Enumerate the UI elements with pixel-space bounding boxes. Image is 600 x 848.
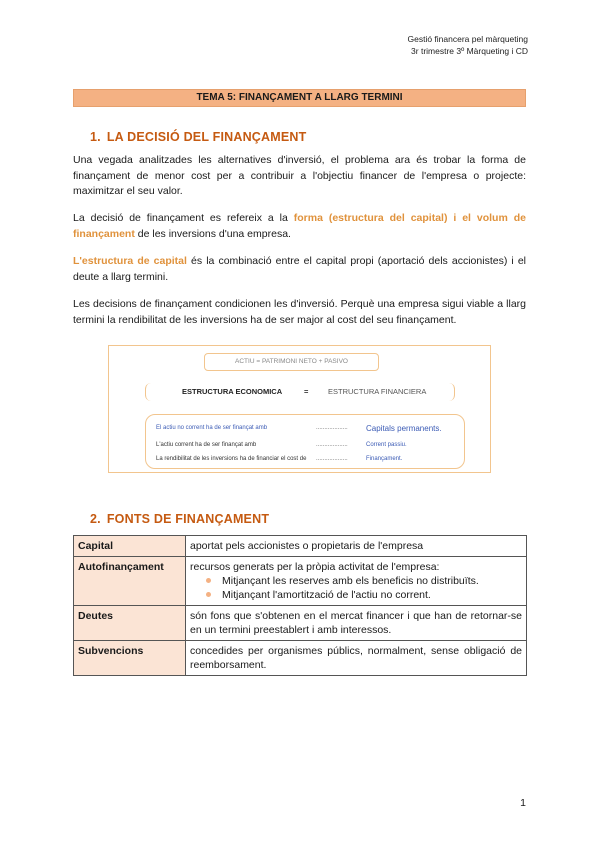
section-2-number: 2.	[90, 512, 101, 526]
diagram-equation: ACTIU = PATRIMONI NETO + PASIVO	[204, 353, 379, 371]
table-row	[74, 536, 527, 557]
bullet-icon	[206, 592, 211, 597]
page-number: 1	[520, 797, 526, 809]
diagram-rule-right: Finançament.	[366, 456, 403, 462]
diagram-structure-row	[145, 383, 455, 401]
paragraph-intro: Una vegada analitzades les alternatives d'inversió, el problema ara és trobar la forma de finançament de menor cost per a contribuir a l'objectiu financer de l'empresa o projecte: maximitzar el seu valor.	[73, 154, 526, 197]
table-row	[74, 606, 527, 641]
section-1-title: LA DECISIÓ DEL FINANÇAMENT	[106, 130, 307, 144]
diagram-rule-left: El actiu no corrent ha de ser finançat amb	[156, 425, 268, 431]
table-description: són fons que s'obtenen en el mercat financer i que han de retornar-se en un termini preestablert i amb interessos.	[186, 606, 527, 641]
diagram-rule-left: La rendibilitat de les inversions ha de financiar el cost de	[156, 456, 307, 462]
diagram-rule-row	[156, 425, 456, 431]
paragraph-decision-text-b: de les inversions d'una empresa.	[134, 227, 291, 240]
section-2-title: FONTS DE FINANÇAMENT	[106, 512, 270, 526]
table-term: Subvencions	[74, 641, 186, 676]
section-1-number: 1.	[90, 130, 101, 144]
diagram-rule-dots: ...................	[316, 456, 348, 462]
paragraph-decision	[73, 211, 526, 242]
diagram-rule-right: Capitals permanents.	[366, 424, 442, 433]
diagram-economic-structure: ESTRUCTURA ECONOMICA	[182, 387, 283, 396]
header-course: Gestió financera pel màrqueting	[407, 34, 528, 44]
bullet-list	[190, 574, 522, 602]
table-description: aportat pels accionistes o propietaris de l'empresa	[186, 536, 527, 557]
highlight-estructura: L'estructura de capital	[73, 255, 187, 267]
table-term: Capital	[74, 536, 186, 557]
table-row	[74, 641, 527, 676]
paragraph-conditions: Les decisions de finançament condicionen les d'inversió. Perquè una empresa sigui viable a llarg termini la rendibilitat de les inversions ha de ser major al cost del seu finançament.	[73, 298, 526, 326]
document-title: TEMA 5: FINANÇAMENT A LLARG TERMINI	[73, 89, 526, 107]
section-1-heading	[90, 130, 306, 144]
paragraph-capital-structure	[73, 254, 526, 285]
table-term: Deutes	[74, 606, 186, 641]
paragraph-decision-text-a: La decisió de finançament es refereix a la	[73, 212, 294, 224]
diagram-rule-left: L'actiu corrent ha de ser finançat amb	[156, 442, 257, 448]
page-header	[408, 33, 529, 57]
table-description-cell	[186, 557, 527, 606]
header-term: 3r trimestre 3º Màrqueting i CD	[411, 46, 528, 56]
paragraph-capital-structure-text: és la combinació entre el capital propi (aportació dels accionistes) i el deute a llarg termini.	[73, 255, 526, 283]
diagram-rules-box	[145, 414, 465, 469]
table-description: concedides per organismes públics, normalment, sense obligació de reemborsament.	[186, 641, 527, 676]
diagram-financial-structure: ESTRUCTURA FINANCIERA	[328, 387, 427, 396]
list-item	[212, 574, 522, 588]
list-item-text: Mitjançant les reserves amb els beneficis no distribuïts.	[222, 575, 479, 587]
financing-diagram	[108, 345, 491, 473]
highlight-forma: forma (estructura del capital) i el volum de finançament	[73, 212, 526, 240]
diagram-rule-dots: ...................	[316, 425, 348, 431]
diagram-rule-dots: ...................	[316, 442, 348, 448]
table-description: recursos generats per la pròpia activitat de l'empresa:	[190, 561, 440, 573]
diagram-rule-right: Corrent passiu.	[366, 442, 407, 448]
section-2-heading	[90, 512, 269, 526]
diagram-rule-row	[156, 442, 456, 448]
list-item	[212, 588, 522, 602]
diagram-equals: =	[304, 387, 309, 396]
diagram-rule-row	[156, 456, 456, 462]
table-term: Autofinançament	[74, 557, 186, 606]
financing-sources-table	[73, 535, 527, 676]
bullet-icon	[206, 578, 211, 583]
table-row	[74, 557, 527, 606]
list-item-text: Mitjançant l'amortització de l'actiu no corrent.	[222, 589, 431, 601]
